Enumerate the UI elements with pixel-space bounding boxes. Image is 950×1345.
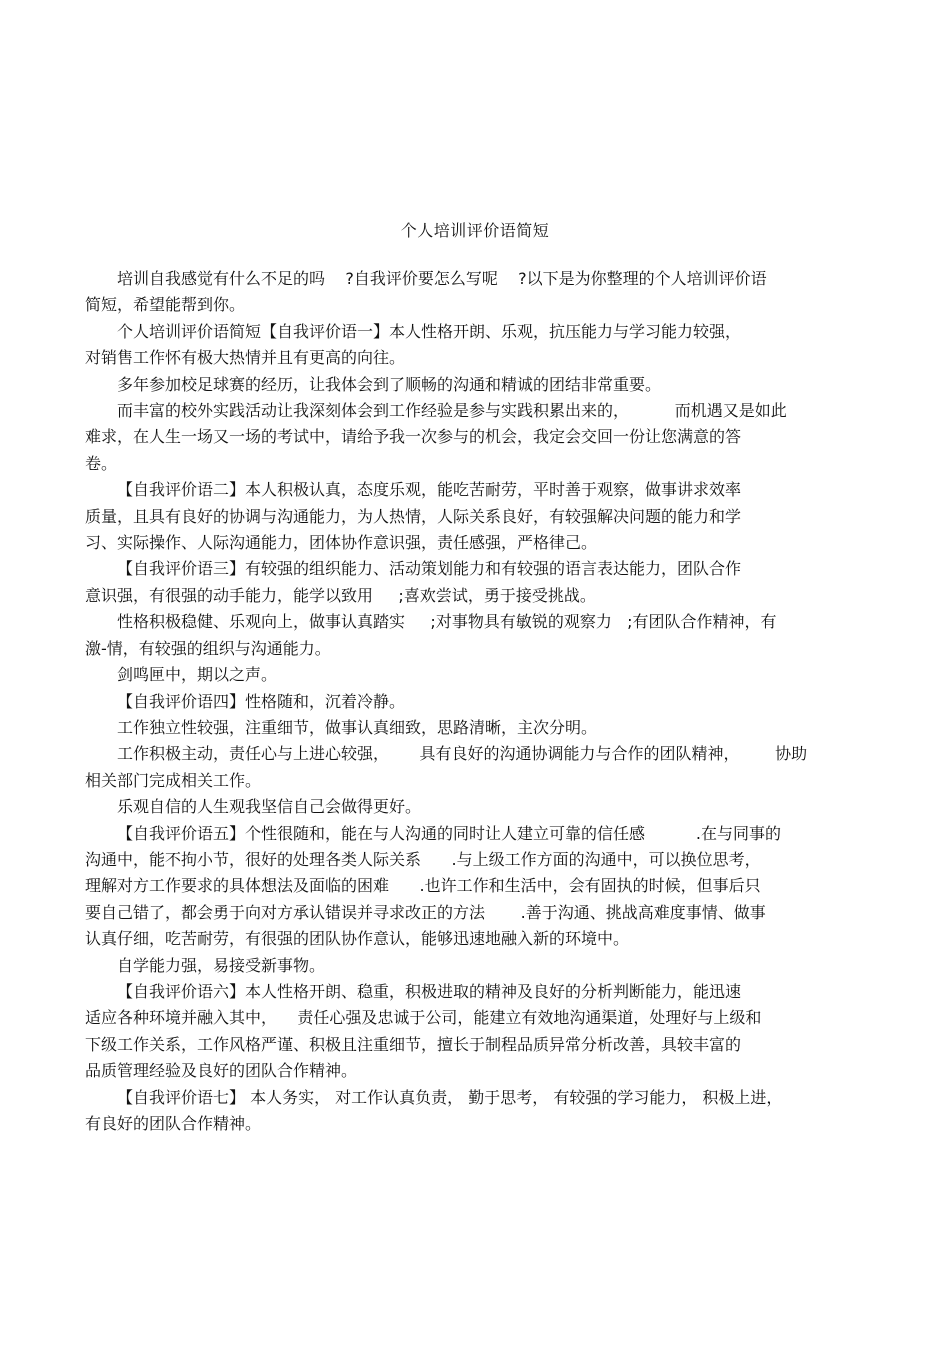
body-paragraph: [85, 1085, 865, 1138]
body-paragraph: [85, 715, 865, 741]
paragraph-line: 沟通中，能不拘小节，很好的处理各类人际关系 .与上级工作方面的沟通中，可以换位思考，: [85, 849, 761, 869]
body-paragraph: [85, 741, 865, 794]
paragraph-line: 培训自我感觉有什么不足的吗 ?自我评价要怎么写呢 ?以下是为你整理的个人培训评价语: [117, 269, 767, 288]
paragraph-line: 简短，希望能帮到你。: [85, 295, 246, 315]
paragraph-line: 品质管理经验及良好的团队合作精神。: [85, 1061, 358, 1081]
paragraph-line: 而丰富的校外实践活动让我深刻体会到工作经验是参与实践积累出来的， 而机遇又是如此: [117, 401, 787, 421]
paragraph-line: 有良好的团队合作精神。: [85, 1114, 262, 1133]
body-paragraph: [85, 556, 865, 609]
paragraph-line: 自学能力强，易接受新事物。: [117, 955, 326, 975]
paragraph-line: 相关部门完成相关工作。: [85, 770, 262, 790]
body-paragraph: [85, 821, 865, 953]
paragraph-line: 适应各种环境并融入其中， 责任心强及忠诚于公司，能建立有效地沟通渠道，处理好与上级和: [85, 1008, 762, 1028]
paragraph-line: 【自我评价语六】本人性格开朗、稳重，积极进取的精神及良好的分析判断能力，能迅速: [117, 981, 742, 1001]
paragraph-line: 【自我评价语四】性格随和，沉着冷静。: [117, 691, 406, 711]
paragraph-line: 工作独立性较强，注重细节，做事认真细致，思路清晰，主次分明。: [117, 717, 598, 737]
body-paragraph: [85, 477, 865, 556]
paragraph-line: 下级工作关系，工作风格严谨、积极且注重细节，擅长于制程品质异常分析改善，具较丰富的: [85, 1034, 742, 1054]
paragraph-line: 个人培训评价语简短【自我评价语一】本人性格开朗、乐观，抗压能力与学习能力较强，: [117, 321, 742, 341]
paragraph-line: 习、实际操作、人际沟通能力，团体协作意识强，责任感强，严格律己。: [85, 533, 598, 553]
paragraph-line: 【自我评价语三】有较强的组织能力、活动策划能力和有较强的语言表达能力，团队合作: [117, 559, 742, 579]
paragraph-line: 认真仔细，吃苦耐劳，有很强的团队协作意认，能够迅速地融入新的环境中。: [85, 929, 630, 949]
paragraph-line: 性格积极稳健、乐观向上，做事认真踏实 ;对事物具有敏锐的观察力 ;有团队合作精神，有: [117, 612, 777, 632]
paragraph-line: 多年参加校足球赛的经历，让我体会到了顺畅的沟通和精诚的团结非常重要。: [117, 374, 662, 394]
body-paragraph: [85, 609, 865, 662]
paragraph-line: 质量，且具有良好的协调与沟通能力，为人热情，人际关系良好，有较强解决问题的能力和学: [85, 506, 742, 526]
body-paragraph: [85, 319, 865, 372]
paragraph-line: 激-情，有较强的组织与沟通能力。: [85, 638, 331, 658]
paragraph-line: 难求，在人生一场又一场的考试中，请给予我一次参与的机会，我定会交回一份让您满意的答: [85, 427, 742, 447]
paragraph-line: 对销售工作怀有极大热情并且有更高的向往。: [85, 348, 406, 368]
paragraph-line: 剑鸣匣中，期以之声。: [117, 665, 278, 685]
body-paragraph: [85, 662, 865, 688]
body-paragraph: [85, 266, 865, 319]
document-title: 个人培训评价语简短: [400, 221, 550, 240]
paragraph-line: 意识强，有很强的动手能力，能学以致用 ;喜欢尝试，勇于接受挑战。: [85, 585, 596, 605]
paragraph-line: 【自我评价语七】 本人务实， 对工作认真负责， 勤于思考， 有较强的学习能力， 积极上进，: [117, 1087, 783, 1107]
body-paragraph: [85, 372, 865, 398]
body-paragraph: [85, 398, 865, 477]
paragraph-line: 工作积极主动，责任心与上进心较强， 具有良好的沟通协调能力与合作的团队精神， 协助: [117, 744, 808, 764]
paragraph-line: 卷。: [85, 453, 118, 473]
paragraph-line: 乐观自信的人生观我坚信自己会做得更好。: [117, 797, 422, 817]
body-paragraph: [85, 794, 865, 820]
paragraph-line: 【自我评价语五】个性很随和，能在与人沟通的同时让人建立可靠的信任感 .在与同事的: [117, 823, 781, 843]
document-body: [85, 266, 865, 1137]
body-paragraph: [85, 953, 865, 979]
body-paragraph: [85, 979, 865, 1085]
body-paragraph: [85, 689, 865, 715]
paragraph-line: 理解对方工作要求的具体想法及面临的困难 .也许工作和生活中，会有固执的时候，但事后只: [85, 876, 761, 896]
paragraph-line: 【自我评价语二】本人积极认真，态度乐观，能吃苦耐劳，平时善于观察，做事讲求效率: [117, 480, 742, 500]
paragraph-line: 要自己错了，都会勇于向对方承认错误并寻求改正的方法 .善于沟通、挑战高难度事情、做事: [85, 902, 766, 922]
